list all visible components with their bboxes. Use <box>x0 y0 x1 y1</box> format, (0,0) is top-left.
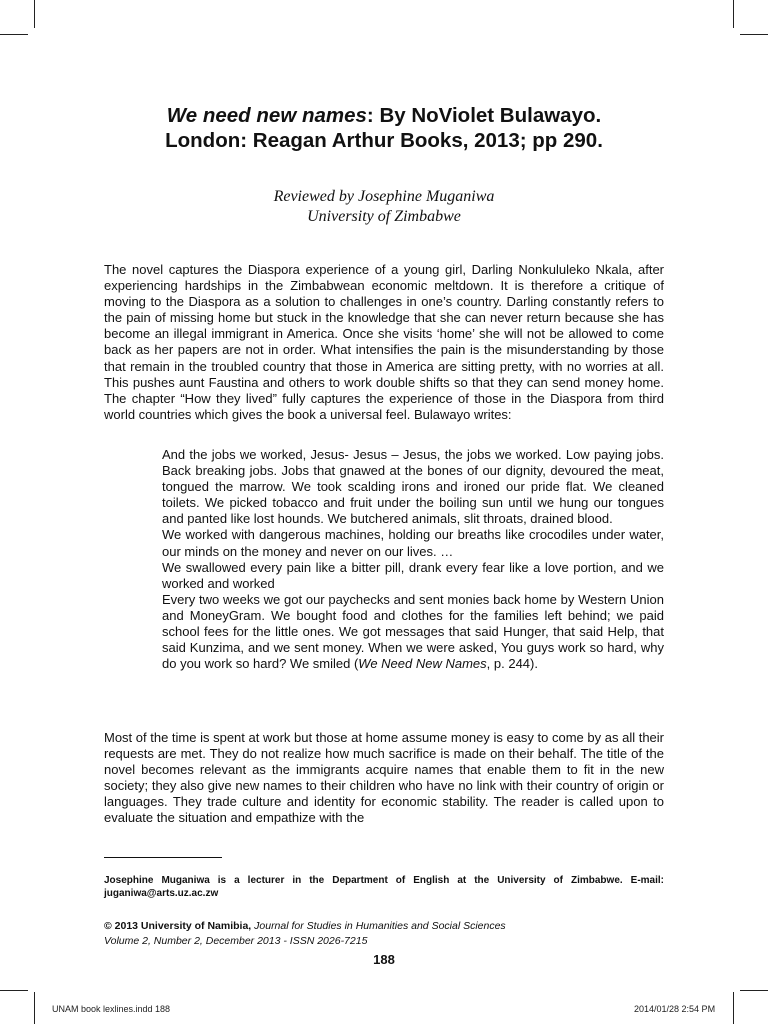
reviewer-block <box>104 187 664 227</box>
quote-paragraph-3: We swallowed every pain like a bitter pill, drank every fear like a love portion, and we worked and worked <box>162 559 664 591</box>
copyright-block <box>104 919 664 948</box>
quote-p4-text: Every two weeks we got our paychecks and sent monies back home by Western Union and MoneyGram. We bought food and clothes for the families left behind; we paid school fees for the little ones. We got messages that said Hunger, that said Help, that said Kunzima, and we sent money. When we were asked, You guys work so hard, why do you work so hard? We smiled ( <box>162 591 664 672</box>
copyright-line <box>104 919 664 934</box>
crop-mark-top-left-h <box>0 34 28 35</box>
book-title: We need new names <box>166 104 367 127</box>
crop-mark-top-left <box>34 0 35 28</box>
crop-mark-bottom-left-h <box>0 990 28 991</box>
footnote: Josephine Muganiwa is a lecturer in the Department of English at the University of Zimbabwe. E-mail: juganiwa@arts.uz.ac.zw <box>104 875 664 899</box>
copyright-holder: © 2013 University of Namibia, <box>104 920 252 932</box>
quote-paragraph-1: And the jobs we worked, Jesus- Jesus – Jesus, the jobs we worked. Low paying jobs. Back breaking jobs. Jobs that gnawed at the bones of our dignity, devoured the meat, tongued the marrow. We took scalding irons and ironed our pride flat. We cleaned toilets. We picked tobacco and fruit under the boiling sun until we hung our tongues and panted like lost hounds. We butchered animals, slit throats, drained blood. <box>162 447 664 527</box>
body-paragraph-1: The novel captures the Diaspora experience of a young girl, Darling Nonkululeko Nkala, after experiencing hardships in the Zimbabwean economic meltdown. It is therefore a critique of moving to the Diaspora as a solution to challenges in one’s country. Darling constantly refers to the pain of missing home but stuck in the knowledge that she can never return because she has become an illegal immigrant in America. Once she visits ‘home’ she will not be allowed to come back as her papers are not in order. What intensifies the pain is the misunderstanding by those that remain in the troubled country that those in America are sitting pretty, with no worries at all. This pushes aunt Faustina and others to work double shifts so that they can send money home. The chapter “How they lived” fully captures the experience of those in the Diaspora from third world countries which gives the book a universal feel. Bulawayo writes: <box>104 262 664 422</box>
page-title <box>104 103 664 153</box>
journal-volume: Volume 2, Number 2, December 2013 - ISSN 2026-7215 <box>104 934 368 947</box>
title-line-1 <box>104 103 664 128</box>
journal-name: Journal for Studies in Humanities and Social Sciences <box>251 920 506 932</box>
reviewer-name: Reviewed by Josephine Muganiwa <box>273 188 495 205</box>
title-line-2: London: Reagan Arthur Books, 2013; pp 290. <box>165 129 603 152</box>
reviewer-affiliation: University of Zimbabwe <box>307 208 461 225</box>
slug-file-info: UNAM book lexlines.indd 188 <box>52 1004 171 1014</box>
quote-citation: We Need New Names <box>358 656 487 672</box>
quote-paragraph-2: We worked with dangerous machines, holding our breaths like crocodiles under water, our minds on the money and never on our lives. … <box>162 527 664 559</box>
crop-mark-bottom-right-h <box>740 990 768 991</box>
crop-mark-bottom-left <box>34 992 35 1024</box>
footnote-divider <box>104 857 222 858</box>
quote-paragraph-4 <box>162 592 664 672</box>
quote-citation-page: , p. 244). <box>486 656 538 672</box>
page-number: 188 <box>373 952 395 967</box>
crop-mark-top-right-h <box>740 34 768 35</box>
title-author: : By NoViolet Bulawayo. <box>366 104 602 127</box>
crop-mark-bottom-right <box>733 992 734 1024</box>
block-quote <box>162 447 664 672</box>
crop-mark-top-right <box>733 0 734 28</box>
body-paragraph-2: Most of the time is spent at work but those at home assume money is easy to come by as all their requests are met. They do not realize how much sacrifice is made on their behalf. The title of the novel becomes relevant as the immigrants acquire names that enable them to fit in the new society; they also give new names to their children who have no link with their country of origin or languages. They trade culture and identity for economic stability. The reader is called upon to evaluate the situation and empathize with the <box>104 730 664 826</box>
slug-date-time: 2014/01/28 2:54 PM <box>634 1004 716 1014</box>
